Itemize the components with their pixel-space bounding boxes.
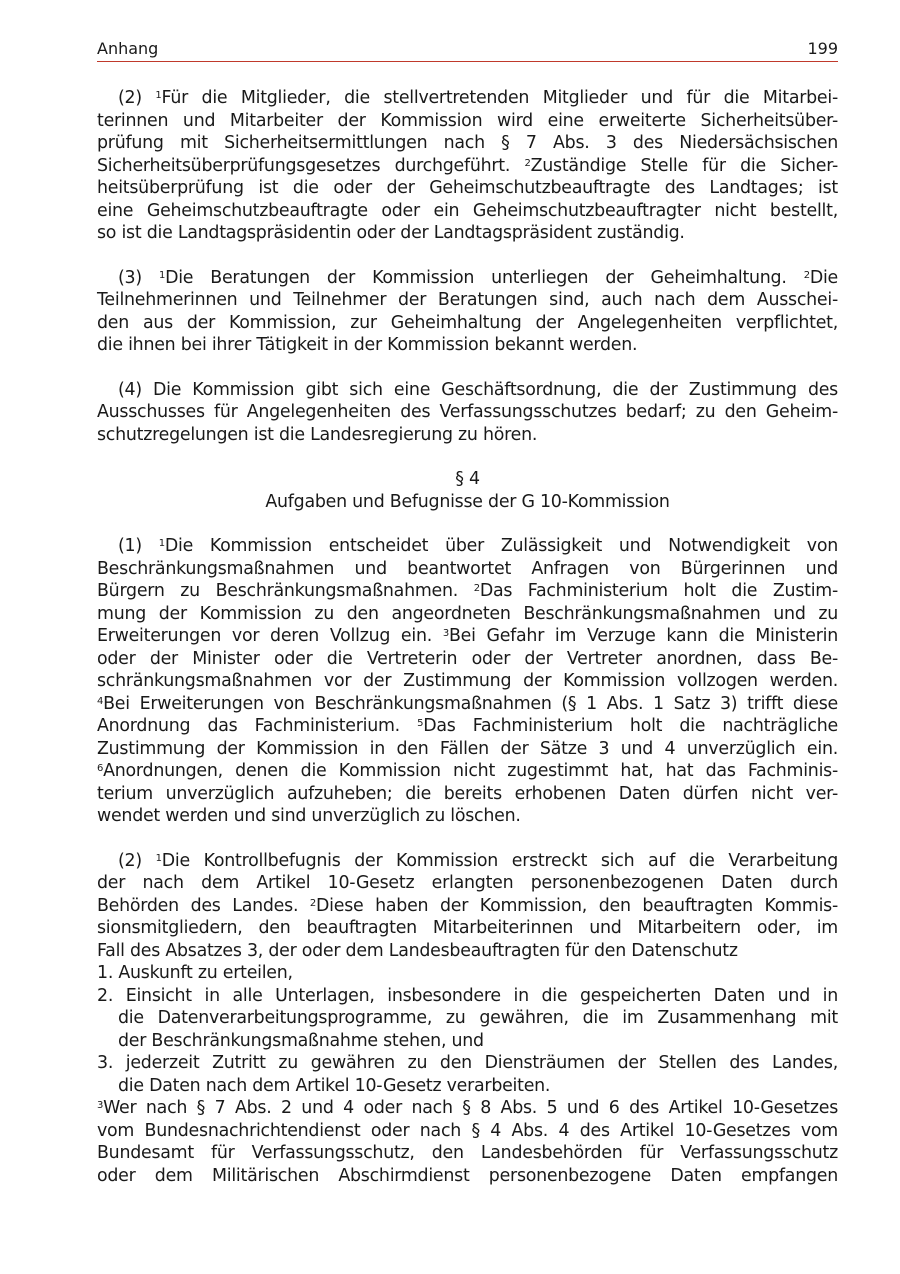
text-line: schränkungsmaßnahmen vor der Zustimmung der Kommission vollzogen werden. — [97, 671, 838, 691]
text-line: Sicherheitsüberprüfungsgesetzes durchgeführt. $^2$Zuständige Stelle für die Sicher- — [97, 155, 839, 176]
text-line: schutzregelungen ist die Landesregierung zu hören. — [97, 424, 538, 445]
text-line: vom Bundesnachrichtendienst oder nach § 4 Abs. 4 des Artikel 10-Gesetzes vom — [97, 1120, 838, 1141]
page-number: 199 — [807, 39, 838, 58]
text-line: Erweiterungen vor deren Vollzug ein. $^3$Bei Gefahr im Verzuge kann die Ministerin — [97, 626, 838, 646]
section-number: § 4 — [455, 469, 480, 489]
list-item: 3. jederzeit Zutritt zu gewähren zu den Diensträumen der Stellen des Landes, — [97, 1053, 838, 1073]
text-line: (1) $^1$Die Kommission entscheidet über Zulässigkeit und Notwendigkeit von — [118, 536, 838, 556]
text-line: Beschränkungsmaßnahmen und beantwortet Anfragen von Bürgerinnen und — [97, 558, 838, 579]
text-line: oder dem Militärischen Abschirmdienst personenbezogene Daten empfangen — [97, 1165, 838, 1186]
text-line: Fall des Absatzes 3, der oder dem Landesbeauftragten für den Datenschutz — [97, 940, 738, 961]
text-line: (2) $^1$Die Kontrollbefugnis der Kommission erstreckt sich auf die Verarbeitung — [118, 850, 838, 871]
paragraph-4-2 — [97, 850, 838, 1188]
paragraph-3-3 — [97, 267, 838, 357]
header-section-title: Anhang — [97, 39, 159, 58]
text-line: (4) Die Kommission gibt sich eine Geschäftsordnung, die der Zustimmung des — [118, 379, 838, 400]
text-line: Behörden des Landes. $^2$Diese haben der Kommission, den beauftragten Kommis- — [97, 895, 838, 916]
text-line: oder der Minister oder die Vertreterin oder der Vertreter anordnen, dass Be- — [97, 648, 838, 669]
text-line: den aus der Kommission, zur Geheimhaltung der Angelegenheiten verpflichtet, — [97, 312, 838, 333]
text-line: (3) $^1$Die Beratungen der Kommission unterliegen der Geheimhaltung. $^2$Die — [118, 267, 838, 288]
text-line: so ist die Landtagspräsidentin oder der Landtagspräsident zuständig. — [97, 223, 685, 243]
section-title: Aufgaben und Befugnisse der G 10-Kommission — [265, 491, 670, 512]
text-line: terinnen und Mitarbeiter der Kommission wird eine erweiterte Sicherheitsüber- — [97, 110, 838, 131]
text-line: Ausschusses für Angelegenheiten des Verfassungsschutzes bedarf; zu den Geheim- — [97, 402, 838, 422]
list-item: 2. Einsicht in alle Unterlagen, insbesondere in die gespeicherten Daten und in — [97, 985, 838, 1006]
text-line: prüfung mit Sicherheitsermittlungen nach § 7 Abs. 3 des Niedersächsischen — [97, 133, 838, 153]
paragraph-3-4 — [97, 379, 838, 447]
text-line: $^4$Bei Erweiterungen von Beschränkungsmaßnahmen (§ 1 Abs. 1 Satz 3) trifft diese — [97, 693, 838, 714]
list-item-continuation: der Beschränkungsmaßnahme stehen, und — [118, 1030, 484, 1051]
list-item-continuation: die Datenverarbeitungsprogramme, zu gewähren, die im Zusammenhang mit — [118, 1008, 838, 1028]
running-header — [97, 38, 838, 62]
text-line: heitsüberprüfung ist die oder der Geheimschutzbeauftragte des Landtages; ist — [97, 178, 838, 198]
text-line: $^3$Wer nach § 7 Abs. 2 und 4 oder nach § 8 Abs. 5 und 6 des Artikel 10-Gesetzes — [97, 1098, 838, 1118]
paragraph-3-2 — [97, 87, 838, 245]
list-item: 1. Auskunft zu erteilen, — [97, 963, 293, 983]
section-heading — [97, 468, 838, 513]
text-line: Bundesamt für Verfassungsschutz, den Landesbehörden für Verfassungsschutz — [97, 1143, 838, 1163]
text-line: terium unverzüglich aufzuheben; die bereits erhobenen Daten dürfen nicht ver- — [97, 783, 838, 804]
text-line: $^6$Anordnungen, denen die Kommission nicht zugestimmt hat, hat das Fachminis- — [97, 761, 838, 781]
text-line: mung der Kommission zu den angeordneten Beschränkungsmaßnahmen und zu — [97, 603, 838, 624]
text-line: Bürgern zu Beschränkungsmaßnahmen. $^2$Das Fachministerium holt die Zustim- — [97, 581, 839, 601]
text-line: (2) $^1$Für die Mitglieder, die stellvertretenden Mitglieder und für die Mitarbei- — [118, 88, 838, 108]
text-line: Zustimmung der Kommission in den Fällen der Sätze 3 und 4 unverzüglich ein. — [97, 738, 838, 759]
body-text — [97, 87, 838, 1187]
text-line: sionsmitgliedern, den beauftragten Mitarbeiterinnen und Mitarbeitern oder, im — [97, 918, 838, 938]
text-line: Teilnehmerinnen und Teilnehmer der Beratungen sind, auch nach dem Ausschei- — [97, 290, 838, 310]
text-line: der nach dem Artikel 10-Gesetz erlangten personenbezogenen Daten durch — [97, 873, 838, 893]
text-line: eine Geheimschutzbeauftragte oder ein Geheimschutzbeauftragter nicht bestellt, — [97, 200, 838, 221]
text-line: die ihnen bei ihrer Tätigkeit in der Kommission bekannt werden. — [97, 335, 638, 355]
text-line: wendet werden und sind unverzüglich zu löschen. — [97, 806, 521, 826]
list-item-continuation: die Daten nach dem Artikel 10-Gesetz verarbeiten. — [118, 1075, 551, 1096]
text-line: Anordnung das Fachministerium. $^5$Das Fachministerium holt die nachträgliche — [97, 716, 838, 736]
paragraph-4-1 — [97, 535, 838, 828]
